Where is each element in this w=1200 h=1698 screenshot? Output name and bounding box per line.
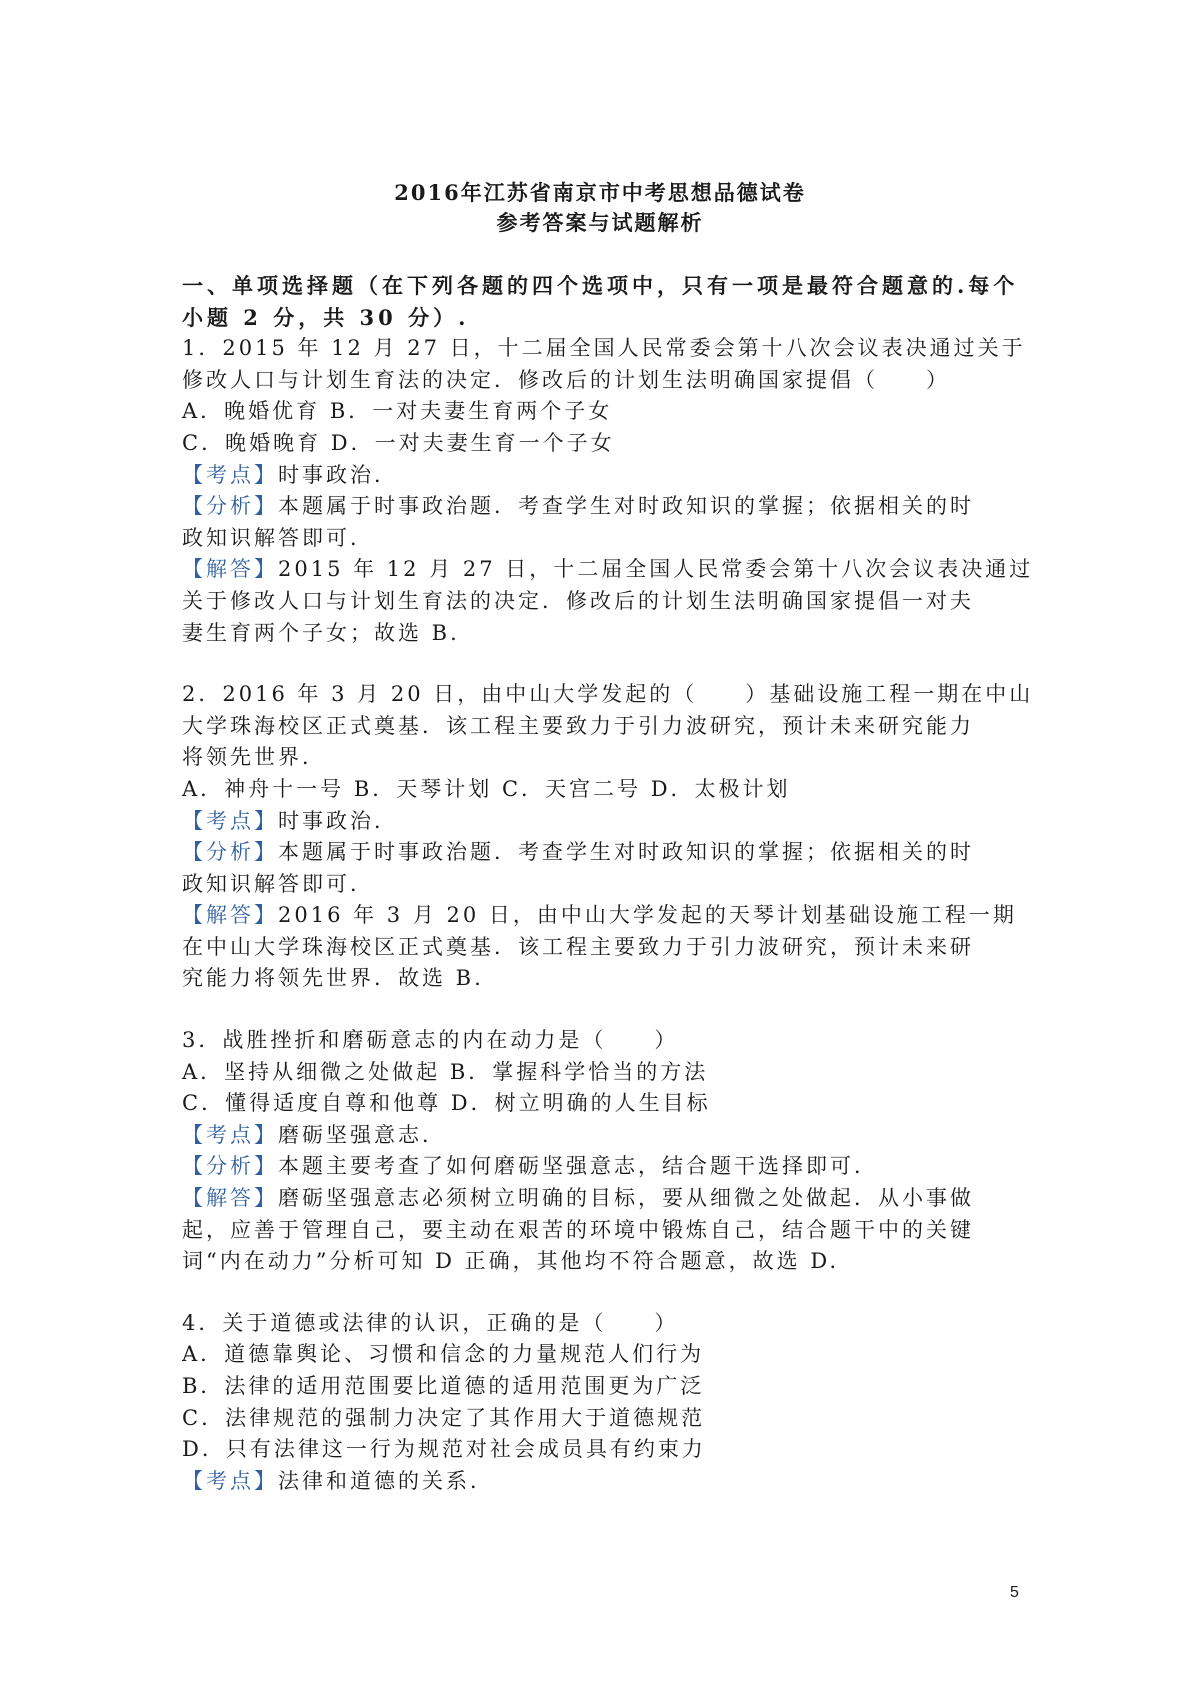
kaodian-text: 法律和道德的关系． (278, 1468, 494, 1493)
jieda-line (182, 900, 1032, 932)
question-stem: 4．关于道德或法律的认识，正确的是（ ） (182, 1310, 679, 1335)
kaodian-line (182, 806, 1032, 838)
question-4 (182, 1308, 1032, 1498)
document-subtitle: 参考答案与试题解析 (496, 210, 704, 235)
document-title: 2016年江苏省南京市中考思想品德试卷 (394, 180, 806, 205)
jieda-line (182, 554, 1032, 586)
fenxi-line (182, 1151, 1032, 1183)
kaodian-text: 时事政治． (278, 808, 398, 833)
fenxi-line (182, 837, 1032, 869)
kaodian-text: 时事政治． (278, 462, 398, 487)
kaodian-line (182, 1120, 1032, 1152)
jieda-text: 起，应善于管理自己，要主动在艰苦的环境中锻炼自己，结合题干中的关键 (182, 1217, 974, 1242)
jieda-text: 关于修改人口与计划生育法的决定．修改后的计划生法明确国家提倡一对夫 (182, 588, 974, 613)
fenxi-text: 本题属于时事政治题．考查学生对时政知识的掌握；依据相关的时 (278, 494, 974, 519)
question-stem: 3．战胜挫折和磨砺意志的内在动力是（ ） (182, 1028, 679, 1053)
jieda-line (182, 1183, 1032, 1215)
question-option: D．只有法律这一行为规范对社会成员具有约束力 (182, 1437, 706, 1462)
question-3 (182, 1025, 1032, 1278)
section-heading: 小题 2 分，共 30 分）. (182, 304, 470, 330)
fenxi-text: 政知识解答即可． (182, 525, 374, 550)
jieda-text: 在中山大学珠海校区正式奠基．该工程主要致力于引力波研究，预计未来研 (182, 934, 974, 959)
jieda-text: 妻生育两个子女；故选 B. (182, 620, 460, 645)
jieda-text: 词“内在动力”分析可知 D 正确，其他均不符合题意，故选 D. (182, 1249, 840, 1274)
question-stem: 1．2015 年 12 月 27 日，十二届全国人民常委会第十八次会议表决通过关于 (182, 336, 1026, 361)
jieda-text: 2016 年 3 月 20 日，由中山大学发起的天琴计划基础设施工程一期 (278, 903, 1017, 928)
kaodian-line (182, 460, 1032, 492)
question-1 (182, 333, 1032, 649)
title-block (0, 178, 1200, 238)
question-option: A．道德靠舆论、习惯和信念的力量规范人们行为 (182, 1342, 705, 1367)
kaodian-tag: 【考点】 (182, 1468, 278, 1493)
jieda-text: 磨砺坚强意志必须树立明确的目标，要从细微之处做起．从小事做 (278, 1186, 974, 1211)
question-stem: 修改人口与计划生育法的决定．修改后的计划生法明确国家提倡（ ） (182, 367, 950, 392)
question-stem: 大学珠海校区正式奠基．该工程主要致力于引力波研究，预计未来研究能力 (182, 713, 974, 738)
fenxi-tag: 【分析】 (182, 1154, 278, 1179)
page-number: 5 (1010, 1584, 1019, 1601)
fenxi-text: 本题主要考查了如何磨砺坚强意志，结合题干选择即可． (278, 1154, 878, 1179)
question-stem: 将领先世界． (182, 745, 326, 770)
fenxi-line (182, 491, 1032, 523)
fenxi-text: 本题属于时事政治题．考查学生对时政知识的掌握；依据相关的时 (278, 840, 974, 865)
question-option: B．法律的适用范围要比道德的适用范围更为广泛 (182, 1374, 705, 1398)
kaodian-tag: 【考点】 (182, 462, 278, 487)
question-option: A．神舟十一号 B．天琴计划 C．天宫二号 D．太极计划 (182, 776, 791, 801)
question-stem: 2．2016 年 3 月 20 日，由中山大学发起的（ ）基础设施工程一期在中山 (182, 682, 1034, 707)
spacer (182, 1278, 1032, 1308)
jieda-tag: 【解答】 (182, 557, 278, 582)
fenxi-tag: 【分析】 (182, 494, 278, 519)
jieda-text: 2015 年 12 月 27 日，十二届全国人民常委会第十八次会议表决通过 (278, 557, 1034, 582)
section-heading: 一、单项选择题（在下列各题的四个选项中，只有一项是最符合题意的.每个 (182, 273, 1019, 298)
question-option: C．懂得适度自尊和他尊 D．树立明确的人生目标 (182, 1091, 711, 1116)
jieda-tag: 【解答】 (182, 903, 278, 928)
jieda-text: 究能力将领先世界．故选 B. (182, 966, 484, 991)
kaodian-tag: 【考点】 (182, 1122, 278, 1147)
spacer (182, 649, 1032, 679)
document-body (182, 270, 1032, 1497)
fenxi-text: 政知识解答即可． (182, 871, 374, 896)
question-option: A．晚婚优育 B．一对夫妻生育两个子女 (182, 399, 613, 424)
question-2 (182, 679, 1032, 995)
spacer (182, 995, 1032, 1025)
question-option: C．晚婚晚育 D．一对夫妻生育一个子女 (182, 430, 615, 455)
kaodian-tag: 【考点】 (182, 808, 278, 833)
fenxi-tag: 【分析】 (182, 840, 278, 865)
jieda-tag: 【解答】 (182, 1186, 278, 1211)
question-option: A．坚持从细微之处做起 B．掌握科学恰当的方法 (182, 1059, 709, 1084)
kaodian-line (182, 1466, 1032, 1498)
question-option: C．法律规范的强制力决定了其作用大于道德规范 (182, 1405, 706, 1430)
kaodian-text: 磨砺坚强意志． (278, 1122, 446, 1147)
